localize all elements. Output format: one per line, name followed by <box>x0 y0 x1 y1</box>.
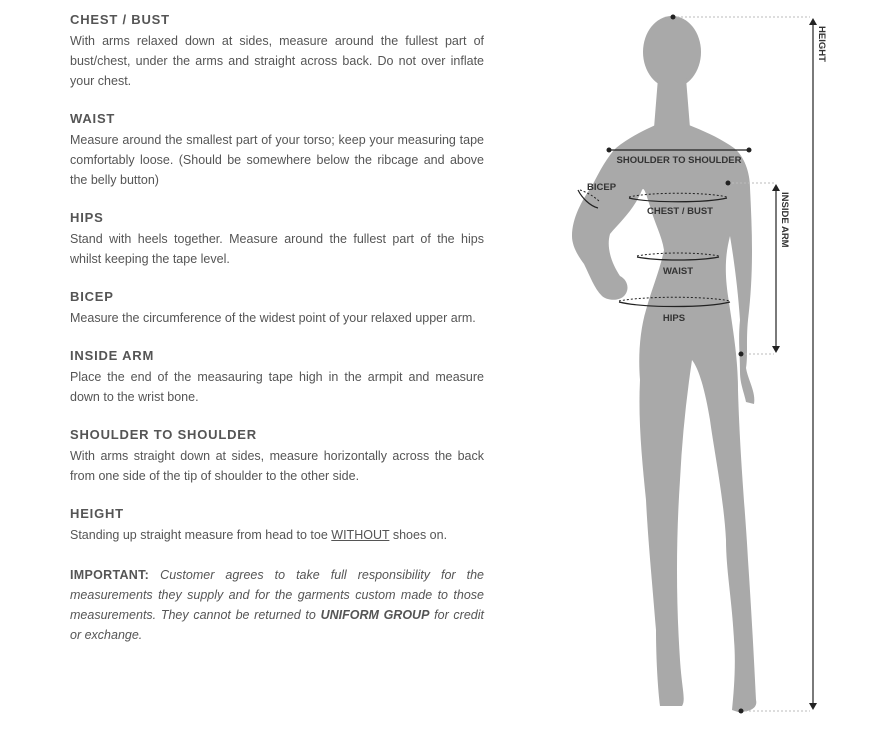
brand-name: UNIFORM GROUP <box>320 608 430 622</box>
height-label: HEIGHT <box>816 26 827 62</box>
section-text: Measure the circumference of the widest point of your relaxed upper arm. <box>70 311 476 325</box>
height-top-dot <box>671 15 676 20</box>
hips-label: HIPS <box>662 313 686 324</box>
important-label: IMPORTANT: <box>70 568 150 582</box>
shoulder-label: SHOULDER TO SHOULDER <box>616 155 742 166</box>
waist-label: WAIST <box>662 266 694 277</box>
section-text: Stand with heels together. Measure around the fullest part of the hips whilst keeping the tape level. <box>70 232 484 266</box>
section-text: With arms straight down at sides, measure horizontally across the back from one side of the tip of shoulder to the other side. <box>70 449 484 483</box>
measurement-guide <box>70 12 484 645</box>
bicep-label: BICEP <box>587 182 617 193</box>
section-title: HEIGHT <box>70 506 124 521</box>
section-shoulder <box>70 427 484 486</box>
inside-arm-top-dot <box>726 181 731 186</box>
shoulder-dot-left <box>607 148 612 153</box>
section-text: Measure around the smallest part of your torso; keep your measuring tape comfortably loose. (Should be somewhere below the ribcage and above the belly button) <box>70 133 484 187</box>
section-title: HIPS <box>70 210 104 225</box>
section-waist <box>70 111 484 190</box>
height-bottom-dot <box>739 709 744 714</box>
inside-arm-arrow <box>772 184 780 353</box>
section-height <box>70 506 484 545</box>
important-text-after: for credit or exchange. <box>70 608 484 642</box>
section-title: BICEP <box>70 289 114 304</box>
section-title: SHOULDER TO SHOULDER <box>70 427 257 442</box>
inside-arm-label: INSIDE ARM <box>779 192 790 248</box>
section-title: CHEST / BUST <box>70 12 170 27</box>
section-text: With arms relaxed down at sides, measure around the fullest part of bust/chest, under the arms and straight across back. Do not over inflate your chest. <box>70 34 484 88</box>
section-chest <box>70 12 484 91</box>
section-inside-arm <box>70 348 484 407</box>
body-measurement-figure <box>520 0 860 743</box>
important-text-before: Customer agrees to take full responsibility for the measurements they supply and for the garments custom made to those measurements. They cannot be returned to <box>70 568 484 622</box>
chest-label: CHEST / BUST <box>647 206 713 217</box>
height-arrow <box>809 18 817 710</box>
height-text-after: shoes on. <box>389 528 448 542</box>
section-text: Place the end of the measauring tape high in the armpit and measure down to the wrist bone. <box>70 370 484 404</box>
section-bicep <box>70 289 484 328</box>
section-title: WAIST <box>70 111 116 126</box>
height-text-before: Standing up straight measure from head to toe <box>70 528 332 542</box>
important-notice <box>70 565 484 645</box>
section-hips <box>70 210 484 269</box>
height-emphasis: WITHOUT <box>331 528 390 542</box>
inside-arm-bottom-dot <box>739 352 744 357</box>
section-text <box>70 525 484 545</box>
section-title: INSIDE ARM <box>70 348 155 363</box>
shoulder-dot-right <box>747 148 752 153</box>
body-silhouette <box>572 16 756 712</box>
